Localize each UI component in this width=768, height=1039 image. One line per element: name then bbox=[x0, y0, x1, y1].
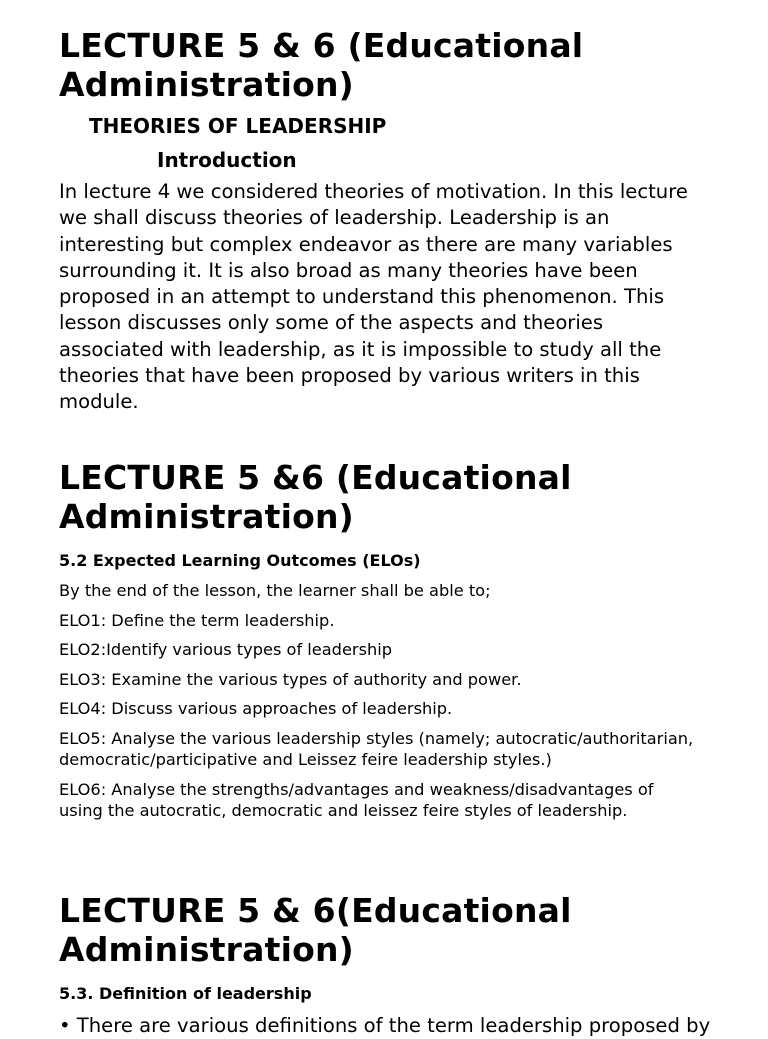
theories-heading: THEORIES OF LEADERSHIP bbox=[89, 114, 387, 138]
elos-heading: 5.2 Expected Learning Outcomes (ELOs) bbox=[59, 551, 421, 570]
slide-3 bbox=[59, 891, 728, 1039]
elo-item: ELO3: Examine the various types of authority and power. bbox=[59, 669, 522, 689]
elos-intro: By the end of the lesson, the learner shall be able to; bbox=[59, 581, 491, 600]
elo-item: ELO4: Discuss various approaches of leadership. bbox=[59, 699, 453, 718]
elo-item: ELO1: Define the term leadership. bbox=[59, 610, 335, 630]
slide-1 bbox=[59, 26, 728, 416]
definition-bullet bbox=[59, 1013, 728, 1039]
slide-1-title: LECTURE 5 & 6 (Educational Administration) bbox=[59, 26, 584, 104]
elo-item: ELO2:Identify various types of leadership bbox=[59, 640, 393, 659]
elo-item: ELO6: Analyse the strengths/advantages and weakness/disadvantages of using the autocratic, democratic and leissez feire styles of leadership. bbox=[59, 779, 654, 820]
bullet-icon: • bbox=[59, 1014, 71, 1037]
slide-2 bbox=[59, 458, 728, 822]
definition-heading: 5.3. Definition of leadership bbox=[59, 984, 312, 1003]
introduction-paragraph: In lecture 4 we considered theories of motivation. In this lecture we shall discuss theories of leadership. Leadership is an interesting but complex endeavor as there are many variables surrounding it. It is also broad as many theories have been proposed in an attempt to understand this phenomenon. This lesson discusses only some of the aspects and theories associated with leadership, as it is impossible to study all the theories that have been proposed by various writers in this module. bbox=[59, 180, 688, 414]
definition-bullet-text: There are various definitions of the term leadership proposed by bbox=[76, 1014, 711, 1037]
slide-2-title: LECTURE 5 &6 (Educational Administration) bbox=[59, 458, 572, 536]
slide-3-title: LECTURE 5 & 6(Educational Administration) bbox=[59, 891, 572, 969]
introduction-heading: Introduction bbox=[157, 148, 297, 172]
elo-item: ELO5: Analyse the various leadership styles (namely; autocratic/authoritarian, democratic/participative and Leissez feire leadership styles.) bbox=[59, 728, 694, 769]
